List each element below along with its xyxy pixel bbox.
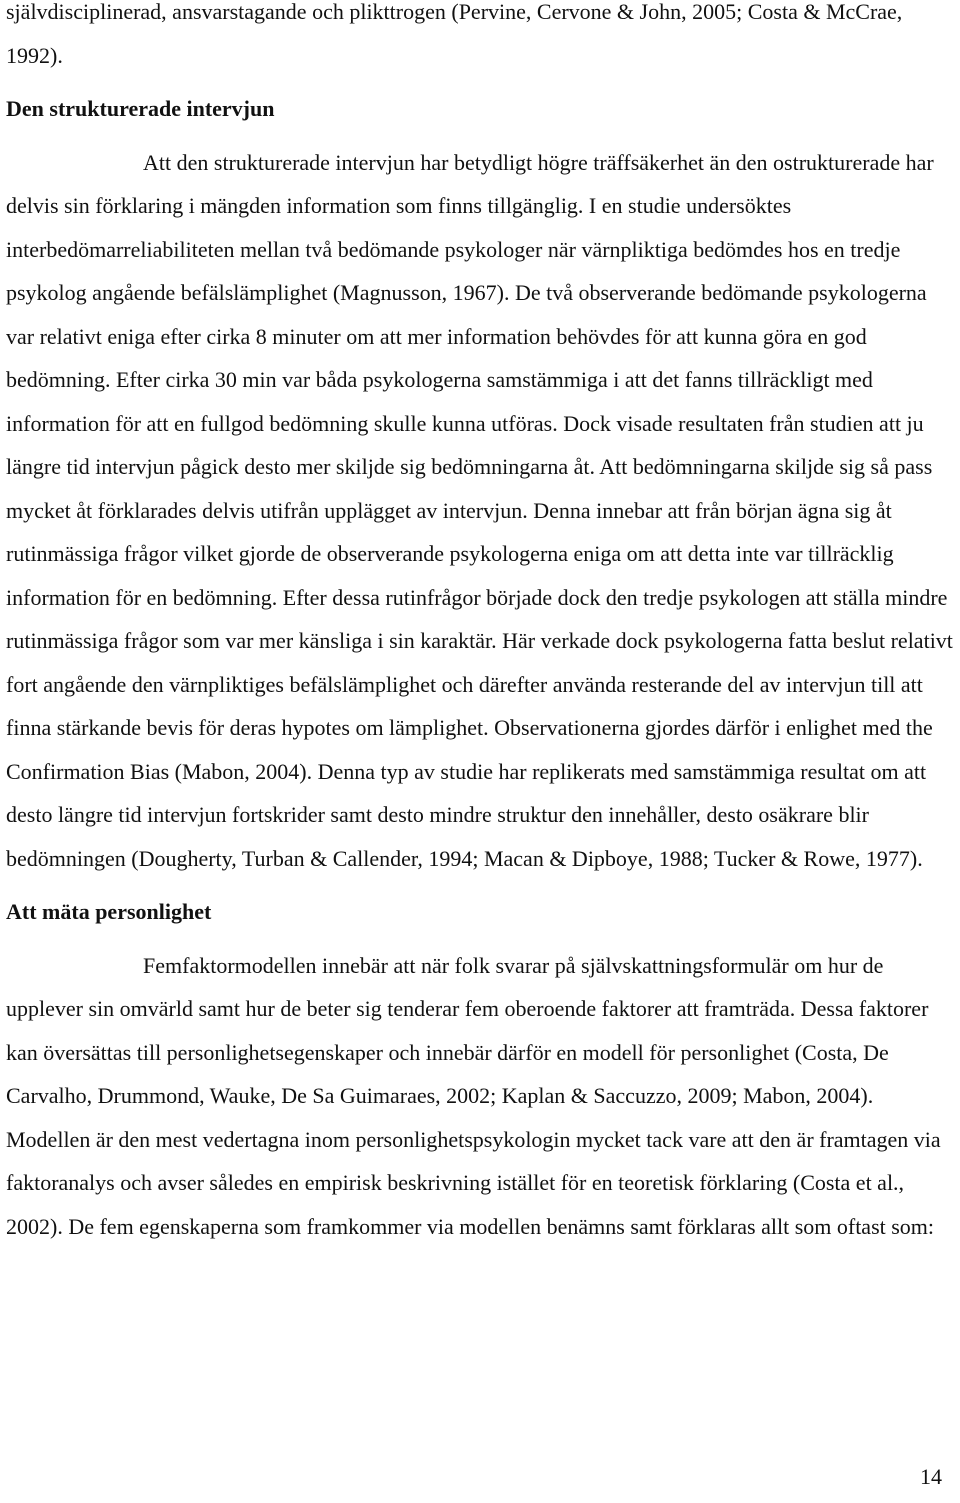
section-heading-structured-interview: Den strukturerade intervjun	[6, 96, 275, 121]
section-heading-measuring-personality: Att mäta personlighet	[6, 899, 212, 924]
continuation-paragraph: självdisciplinerad, ansvarstagande och plikttrogen (Pervine, Cervone & John, 2005; Costa & McCrae, 1992).	[6, 0, 903, 68]
body-paragraph-measuring-personality: Femfaktormodellen innebär att när folk svarar på självskattningsformulär om hur de upplever sin omvärld samt hur de beter sig tenderar fem oberoende faktorer att framträda. Dessa faktorer kan översättas till personlighetsegenskaper och innebär därför en modell för personlighet (Costa, De Carvalho, Drummond, Wauke, De Sa Guimaraes, 2002; Kaplan & Saccuzzo, 2009; Mabon, 2004). Modellen är den mest vedertagna inom personlighetspsykologin mycket tack vare att den är framtagen via faktoranalys och avser således en empirisk beskrivning istället för en teoretisk förklaring (Costa et al., 2002). De fem egenskaperna som framkommer via modellen benämns samt förklaras allt som oftast som:	[6, 952, 941, 1239]
body-paragraph-structured-interview: Att den strukturerade intervjun har betydligt högre träffsäkerhet än den ostrukturerade har delvis sin förklaring i mängden information som finns tillgänglig. I en studie undersöktes interbedömarreliabiliteten mellan två bedömande psykologer när värnpliktiga bedömdes hos en tredje psykolog angående befälslämplighet (Magnusson, 1967). De två observerande bedömande psykologerna var relativt eniga efter cirka 8 minuter om att mer information behövdes för att kunna göra en god bedömning. Efter cirka 30 min var båda psykologerna samstämmiga i att det fanns tillräckligt med information för att en fullgod bedömning skulle kunna utföras. Dock visade resultaten från studien att ju längre tid intervjun pågick desto mer skiljde sig bedömningarna åt. Att bedömningarna skiljde sig så pass mycket åt förklarades delvis utifrån upplägget av intervjun. Denna innebar att från början ägna sig åt rutinmässiga frågor vilket gjorde de observerande psykologerna eniga om att detta inte var tillräcklig information för en bedömning. Efter dessa rutinfrågor började dock den tredje psykologen att ställa mindre rutinmässiga frågor som var mer känsliga i sin karaktär. Här verkade dock psykologerna fatta beslut relativt fort angående den värnpliktiges befälslämplighet och därefter använda resterande del av intervjun till att finna stärkande bevis för deras hypotes om lämplighet. Observationerna gjordes därför i enlighet med the Confirmation Bias (Mabon, 2004). Denna typ av studie har replikerats med samstämmiga resultat om att desto längre tid intervjun fortskrider samt desto mindre struktur den innehåller, desto osäkrare blir bedömningen (Dougherty, Turban & Callender, 1994; Macan & Dipboye, 1988; Tucker & Rowe, 1977).	[6, 149, 953, 871]
page-number: 14	[920, 1464, 942, 1489]
